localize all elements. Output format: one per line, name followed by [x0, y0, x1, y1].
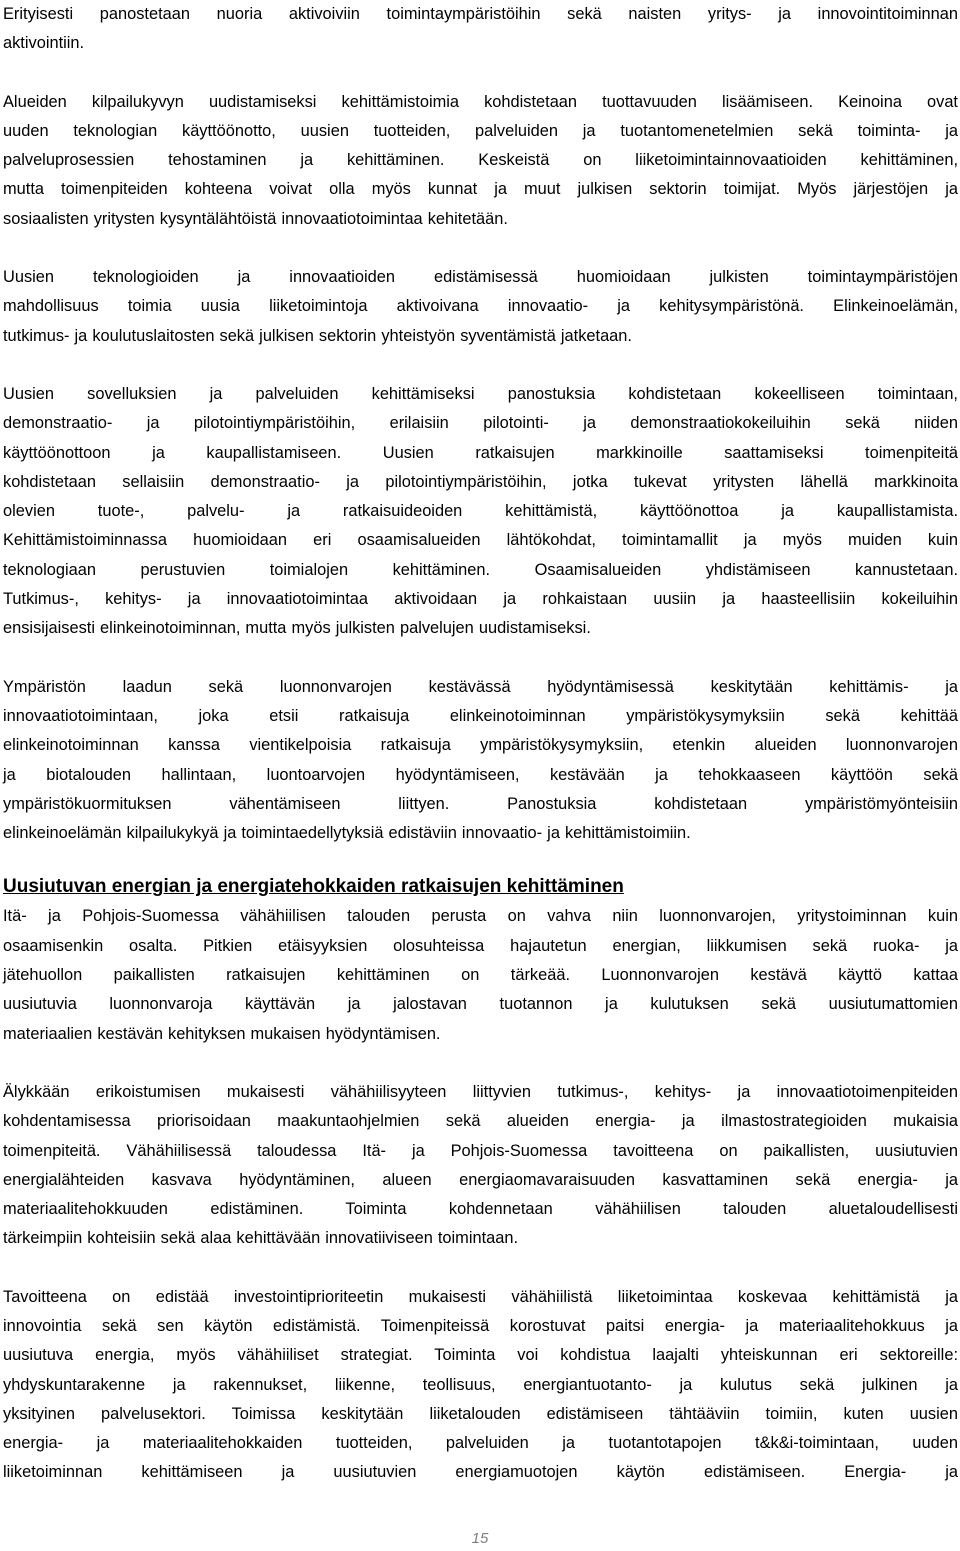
text-line: Kehittämistoiminnassa huomioidaan eri osaamisalueiden lähtökohdat, toimintamallit ja myös muiden kuin	[3, 531, 958, 550]
page-number: 15	[471, 1530, 489, 1547]
document-page	[3, 0, 958, 1488]
text-line: Älykkään erikoistumisen mukaisesti vähähiilisyyteen liittyvien tutkimus-, kehitys- ja innovaatiotoimenpiteiden	[3, 1082, 958, 1101]
text-line: käyttöönottoon ja kaupallistamiseen. Uusien ratkaisujen markkinoille saattamiseksi toimenpiteitä	[3, 443, 958, 462]
text-line: Tavoitteena on edistää investointiprioriteetin mukaisesti vähähiilistä liiketoimintaa koskevaa kehittämistä ja	[3, 1287, 958, 1306]
text-line: yhdyskuntarakenne ja rakennukset, liikenne, teollisuus, energiantuotanto- ja kulutus sekä julkinen ja	[3, 1375, 958, 1394]
paragraph	[3, 673, 958, 849]
text-line: Tutkimus-, kehitys- ja innovaatiotoimintaa aktivoidaan ja rohkaistaan uusiin ja haasteellisiin kokeiluihin	[3, 590, 958, 609]
text-line: Erityisesti panostetaan nuoria aktivoiviin toimintaympäristöihin sekä naisten yritys- ja innovointitoiminnan	[3, 5, 958, 23]
text-line: osaamisenkin osalta. Pitkien etäisyyksien olosuhteissa hajautetun energian, liikkumisen sekä ruoka- ja	[3, 936, 958, 955]
text-line: elinkeinoelämän kilpailukykyä ja toimintaedellytyksiä edistäviin innovaatio- ja kehittämistoimiin.	[3, 824, 691, 843]
paragraph	[3, 0, 958, 59]
text-line: energialähteiden kasvava hyödyntäminen, alueen energiaomavaraisuuden kasvattaminen sekä energia- ja	[3, 1170, 958, 1189]
text-line: elinkeinotoiminnan kanssa vientikelpoisia ratkaisuja ympäristökysymyksiin, etenkin alueiden luonnonvarojen	[3, 736, 958, 755]
text-line: tärkeimpiin kohteisiin sekä alaa kehittävään innovatiiviseen toimintaan.	[3, 1229, 519, 1248]
text-line: uusiutuvia luonnonvaroja käyttävän ja jalostavan tuotannon ja kulutuksen sekä uusiutumattomien	[3, 995, 958, 1014]
text-line: innovointia sekä sen käytön edistämistä. Toimenpiteissä korostuvat paitsi energia- ja materiaalitehokkuus ja	[3, 1316, 958, 1335]
text-line: kohdistetaan sellaisiin demonstraatio- ja pilotointiympäristöihin, jotka tukevat yritysten lähellä markkinoita	[3, 472, 958, 491]
paragraph	[3, 1078, 958, 1254]
text-line: Uusien sovelluksien ja palveluiden kehittämiseksi panostuksia kohdistetaan kokeelliseen toimintaan,	[3, 384, 958, 403]
text-line: uuden teknologian käyttöönotto, uusien tuotteiden, palveluiden ja tuotantomenetelmien sekä toiminta- ja	[3, 121, 958, 140]
text-line: materiaalitehokkuuden edistäminen. Toiminta kohdennetaan vähähiilisen talouden aluetaloudellisesti	[3, 1200, 958, 1219]
paragraph	[3, 902, 958, 1048]
text-line: ympäristökuormituksen vähentämiseen liittyen. Panostuksia kohdistetaan ympäristömyönteisiin	[3, 794, 958, 813]
text-line: olevien tuote-, palvelu- ja ratkaisuideoiden kehittämistä, käyttöönottoa ja kaupallistamista.	[3, 502, 958, 521]
text-line: teknologiaan perustuvien toimialojen kehittäminen. Osaamisalueiden yhdistämiseen kannustetaan.	[3, 560, 958, 579]
text-line: toimenpiteitä. Vähähiilisessä taloudessa Itä- ja Pohjois-Suomessa tavoitteena on paikallisten, uusiutuvien	[3, 1141, 958, 1160]
text-line: innovaatiotoimintaan, joka etsii ratkaisuja elinkeinotoiminnan ympäristökysymyksiin sekä kehittää	[3, 706, 958, 725]
text-line: mutta toimenpiteiden kohteena voivat olla myös kunnat ja muut julkisen sektorin toimijat. Myös järjestöjen ja	[3, 180, 958, 199]
text-line: ensisijaisesti elinkeinotoiminnan, mutta myös julkisten palvelujen uudistamiseksi.	[3, 619, 591, 638]
text-line: kohdentamisessa priorisoidaan maakuntaohjelmien sekä alueiden energia- ja ilmastostrategioiden mukaisia	[3, 1112, 958, 1131]
text-line: demonstraatio- ja pilotointiympäristöihin, erilaisiin pilotointi- ja demonstraatiokokeiluihin sekä niiden	[3, 414, 958, 433]
text-line: Itä- ja Pohjois-Suomessa vähähiilisen talouden perusta on vahva niin luonnonvarojen, yritystoiminnan kuin	[3, 907, 958, 926]
text-line: yksityinen palvelusektori. Toimissa keskitytään liiketalouden edistämiseen tähtääviin toimiin, kuten uusien	[3, 1404, 958, 1423]
text-line: tutkimus- ja koulutuslaitosten sekä julkisen sektorin yhteistyön syventämistä jatketaan.	[3, 326, 632, 345]
text-line: mahdollisuus toimia uusia liiketoimintoja aktivoivana innovaatio- ja kehitysympäristönä. Elinkeinoelämän,	[3, 297, 958, 316]
text-line: liiketoiminnan kehittämiseen ja uusiutuvien energiamuotojen käytön edistämiseen. Energia- ja	[3, 1463, 958, 1482]
text-line: Uusien teknologioiden ja innovaatioiden edistämisessä huomioidaan julkisten toimintaympäristöjen	[3, 268, 958, 287]
text-line: aktivointiin.	[3, 34, 85, 53]
text-line: Ympäristön laadun sekä luonnonvarojen kestävässä hyödyntämisessä keskitytään kehittämis- ja	[3, 677, 958, 696]
text-line: palveluprosessien tehostaminen ja kehittäminen. Keskeistä on liiketoimintainnovaatioiden kehittäminen,	[3, 151, 958, 170]
paragraph	[3, 380, 958, 644]
bottom-paragraphs	[3, 902, 958, 1487]
text-line: materiaalien kestävän kehityksen mukaisen hyödyntämisen.	[3, 1024, 441, 1043]
text-line: ja biotalouden hallintaan, luontoarvojen hyödyntämiseen, kestävään ja tehokkaaseen käyttöön sekä	[3, 765, 958, 784]
paragraph	[3, 88, 958, 234]
text-line: uusiutuva energia, myös vähähiiliset strategiat. Toiminta voi kohdistua laajalti yhteiskunnan eri sektoreille:	[3, 1346, 958, 1365]
text-line: jätehuollon paikallisten ratkaisujen kehittäminen on tärkeää. Luonnonvarojen kestävä käyttö kattaa	[3, 966, 958, 985]
top-paragraphs	[3, 0, 958, 848]
text-line: sosiaalisten yritysten kysyntälähtöistä innovaatiotoimintaa kehitetään.	[3, 209, 508, 228]
paragraph	[3, 1283, 958, 1488]
paragraph	[3, 263, 958, 351]
text-line: energia- ja materiaalitehokkaiden tuotteiden, palveluiden ja tuotantotapojen t&k&i-toimintaan, uuden	[3, 1434, 958, 1453]
text-line: Alueiden kilpailukyvyn uudistamiseksi kehittämistoimia kohdistetaan tuottavuuden lisäämiseen. Keinoina ovat	[3, 92, 958, 111]
section-heading: Uusiutuvan energian ja energiatehokkaiden ratkaisujen kehittäminen	[3, 876, 624, 898]
